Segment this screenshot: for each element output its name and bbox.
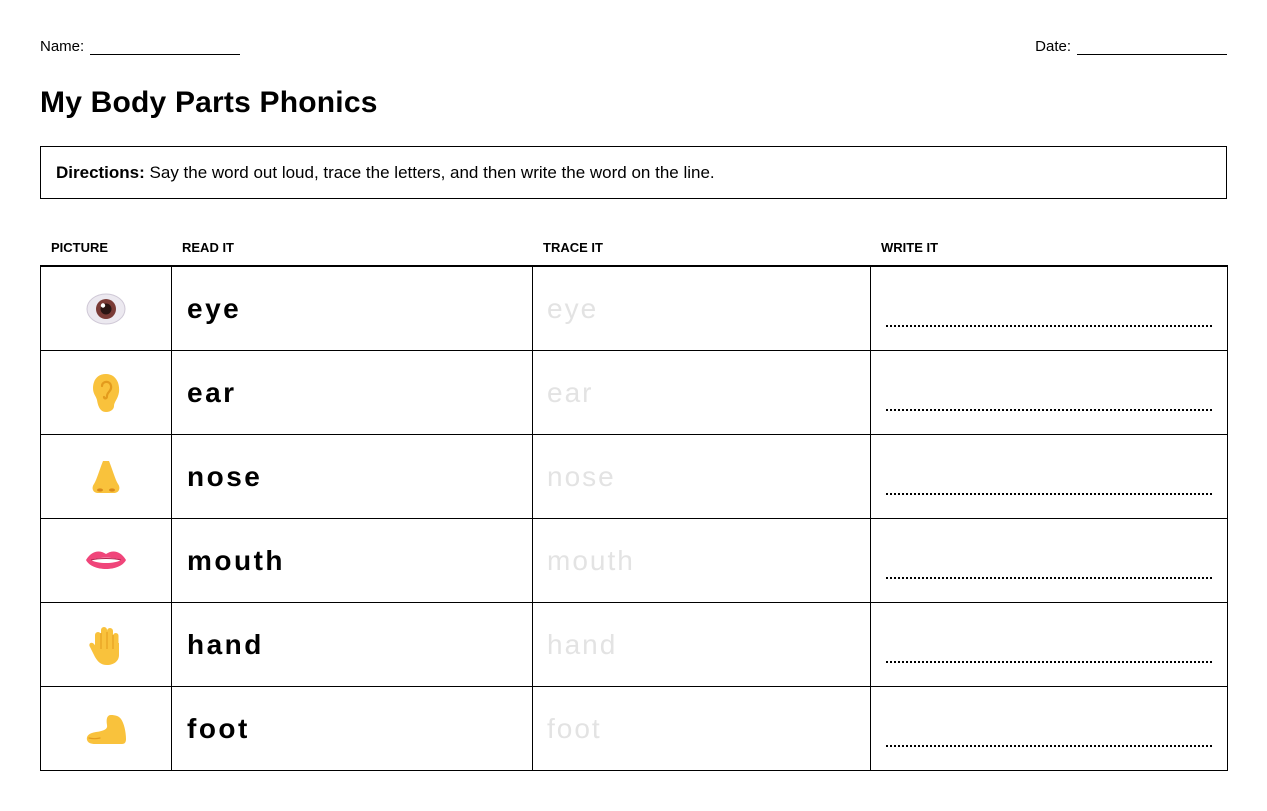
name-label: Name: xyxy=(40,38,85,55)
write-cell[interactable] xyxy=(871,519,1228,603)
name-input-line[interactable] xyxy=(90,40,240,55)
column-headers xyxy=(40,240,1227,256)
write-line[interactable] xyxy=(886,745,1212,747)
mouth-icon xyxy=(84,546,128,576)
directions-label: Directions: xyxy=(56,162,145,182)
date-field xyxy=(1035,38,1227,55)
write-line[interactable] xyxy=(886,493,1212,495)
trace-word: foot xyxy=(533,687,871,771)
foot-icon xyxy=(84,711,128,747)
table-row xyxy=(41,687,1228,771)
trace-word: mouth xyxy=(533,519,871,603)
date-label: Date: xyxy=(1035,38,1071,55)
write-line[interactable] xyxy=(886,577,1212,579)
trace-word: nose xyxy=(533,435,871,519)
ear-icon xyxy=(90,371,122,415)
picture-cell xyxy=(41,351,172,435)
picture-cell xyxy=(41,603,172,687)
read-word: foot xyxy=(172,687,533,771)
read-word: ear xyxy=(172,351,533,435)
write-line[interactable] xyxy=(886,409,1212,411)
write-cell[interactable] xyxy=(871,435,1228,519)
table-row xyxy=(41,603,1228,687)
table-row xyxy=(41,435,1228,519)
column-header-read: READ IT xyxy=(182,240,234,255)
read-word: nose xyxy=(172,435,533,519)
table-row xyxy=(41,351,1228,435)
hand-icon xyxy=(86,623,126,667)
read-word: eye xyxy=(172,266,533,351)
header-row xyxy=(40,38,1227,58)
column-header-trace: TRACE IT xyxy=(543,240,603,255)
write-cell[interactable] xyxy=(871,351,1228,435)
table-row xyxy=(41,519,1228,603)
picture-cell xyxy=(41,519,172,603)
nose-icon xyxy=(88,457,124,497)
column-header-write: WRITE IT xyxy=(881,240,939,255)
write-cell[interactable] xyxy=(871,687,1228,771)
date-input-line[interactable] xyxy=(1077,40,1227,55)
page-title: My Body Parts Phonics xyxy=(40,86,378,119)
write-line[interactable] xyxy=(886,325,1212,327)
trace-word: hand xyxy=(533,603,871,687)
write-line[interactable] xyxy=(886,661,1212,663)
column-header-picture: PICTURE xyxy=(51,240,109,255)
picture-cell xyxy=(41,435,172,519)
trace-word: eye xyxy=(533,266,871,351)
trace-word: ear xyxy=(533,351,871,435)
write-cell[interactable] xyxy=(871,603,1228,687)
table-row xyxy=(41,266,1228,351)
picture-cell xyxy=(41,687,172,771)
directions-text: Say the word out loud, trace the letters, and then write the word on the line. xyxy=(149,162,715,182)
directions-box xyxy=(40,146,1227,199)
picture-cell xyxy=(41,266,172,351)
eye-icon xyxy=(84,291,128,327)
read-word: hand xyxy=(172,603,533,687)
worksheet-table xyxy=(40,265,1228,771)
read-word: mouth xyxy=(172,519,533,603)
name-field xyxy=(40,38,240,55)
write-cell[interactable] xyxy=(871,266,1228,351)
